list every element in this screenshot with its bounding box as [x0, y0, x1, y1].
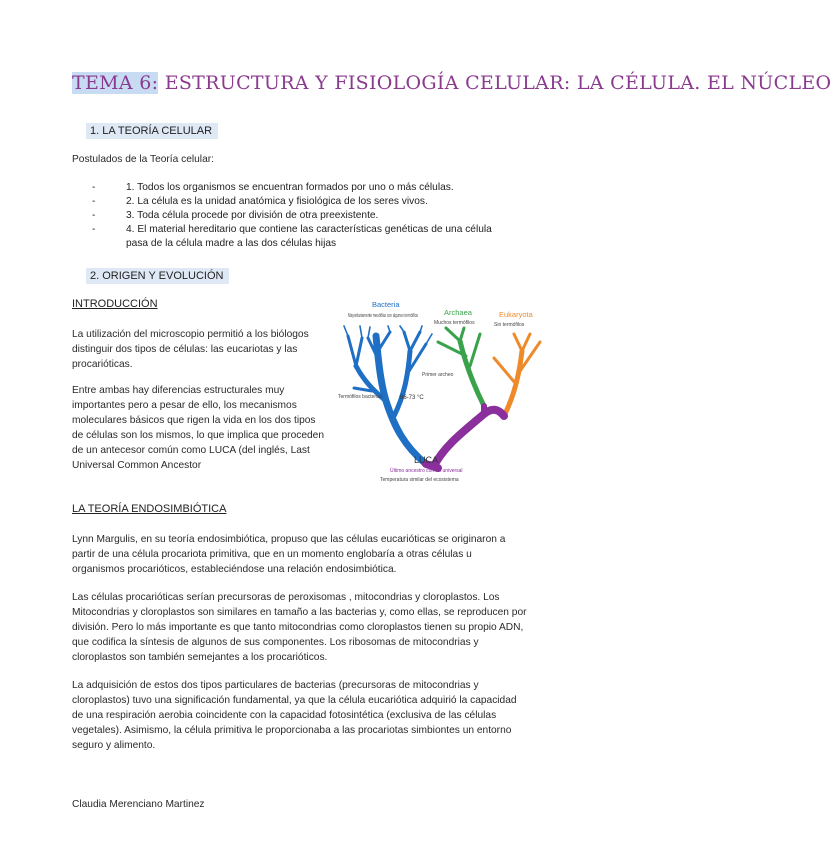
- endo-paragraph-3: La adquisición de estos dos tipos particulares de bacterias (precursoras de mitocondrias y cloroplastos) tuvo una significación fundamental, ya que la célula eucariótica adquirió la capacidad de una respiración aerobia coincidente con la capacidad fotosintética (exclusiva de las células vegetales). Asimismo, la célula primitiva le proporcionaba a las procariotas simbiontes un entorno seguro y alimento.: [72, 680, 517, 751]
- page-title: [72, 72, 831, 94]
- luca-temp-label: Temperatura similar del ecosistema: [380, 477, 459, 483]
- luca-label: LUCA: [414, 455, 439, 465]
- archaea-sub-label: Muchos termófilos: [434, 320, 475, 326]
- temperature-label: 66-73 °C: [400, 395, 424, 401]
- postulados-list: [92, 181, 532, 251]
- archaea-label: Archaea: [444, 308, 472, 317]
- intro-paragraph-2: Entre ambas hay diferencias estructurales muy importantes pero a pesar de ello, los mecanismos moleculares básicos que rigen la vida en los dos tipos de células son los mismos, lo que implica que proceden de un antecesor común como LUCA (del inglés, Last Universal Common Ancestor: [72, 385, 324, 471]
- endo-heading: LA TEORÍA ENDOSIMBIÓTICA: [72, 503, 227, 515]
- list-item: - 3. Toda célula procede por división de otra preexistente.: [92, 210, 379, 221]
- title-rest: ESTRUCTURA Y FISIOLOGÍA CELULAR: LA CÉLULA. EL NÚCLEO: [158, 72, 831, 94]
- postulados-intro: Postulados de la Teoría celular:: [72, 154, 214, 165]
- list-item: - 4. El material hereditario que contiene las características genéticas de una célula pasa de la célula madre a las dos células hijas: [92, 224, 492, 249]
- eukaryota-label: Eukaryota: [499, 310, 533, 319]
- phylogenetic-tree-figure: [334, 296, 556, 486]
- primer-archeo-label: Primer archeo: [422, 372, 454, 378]
- section-heading-origen: 2. ORIGEN Y EVOLUCIÓN: [86, 268, 229, 284]
- list-item: - 1. Todos los organismos se encuentran formados por uno o más células.: [92, 182, 454, 193]
- endo-paragraph-2: Las células procarióticas serían precursoras de peroxisomas , mitocondrias y cloroplastos. Los Mitocondrias y cloroplastos son similares en tamaño a las bacterias y, como ellas, se reproducen por división. Pero lo más importante es que tanto mitocondrias como cloroplastos tienen su propio ADN, que codifica la síntesis de algunos de sus componentes. Los ribosomas de mitocondrias y cloroplastos son también semejantes a los procarióticos.: [72, 592, 527, 663]
- footer-author: Claudia Merenciano Martinez: [72, 799, 205, 810]
- intro-heading: INTRODUCCIÓN: [72, 298, 158, 310]
- endo-paragraph-1: Lynn Margulis, en su teoría endosimbiótica, propuso que las células eucarióticas se originaron a partir de una célula procariota primitiva, que en un momento englobaría a otras células u organismos procarióticos, estableciéndose una relación endosimbiótica.: [72, 534, 506, 575]
- list-item: - 2. La célula es la unidad anatómica y fisiológica de los seres vivos.: [92, 196, 428, 207]
- termofilos-label: Termófilos bacterias: [338, 394, 383, 400]
- bacteria-label: Bacteria: [372, 300, 400, 309]
- bacteria-sub-label: Mayoritariamente mesófilas con algunos termófilos: [348, 313, 419, 319]
- eukaryota-sub-label: Sin termófilos: [494, 322, 525, 328]
- intro-paragraph-1: La utilización del microscopio permitió a los biólogos distinguir dos tipos de células: las eucariotas y las procarióticas.: [72, 329, 309, 370]
- luca-sub-label: Último ancestro común universal: [390, 468, 463, 474]
- section-heading-teoria-celular: 1. LA TEORÍA CELULAR: [86, 123, 218, 139]
- title-prefix: TEMA 6:: [72, 72, 159, 94]
